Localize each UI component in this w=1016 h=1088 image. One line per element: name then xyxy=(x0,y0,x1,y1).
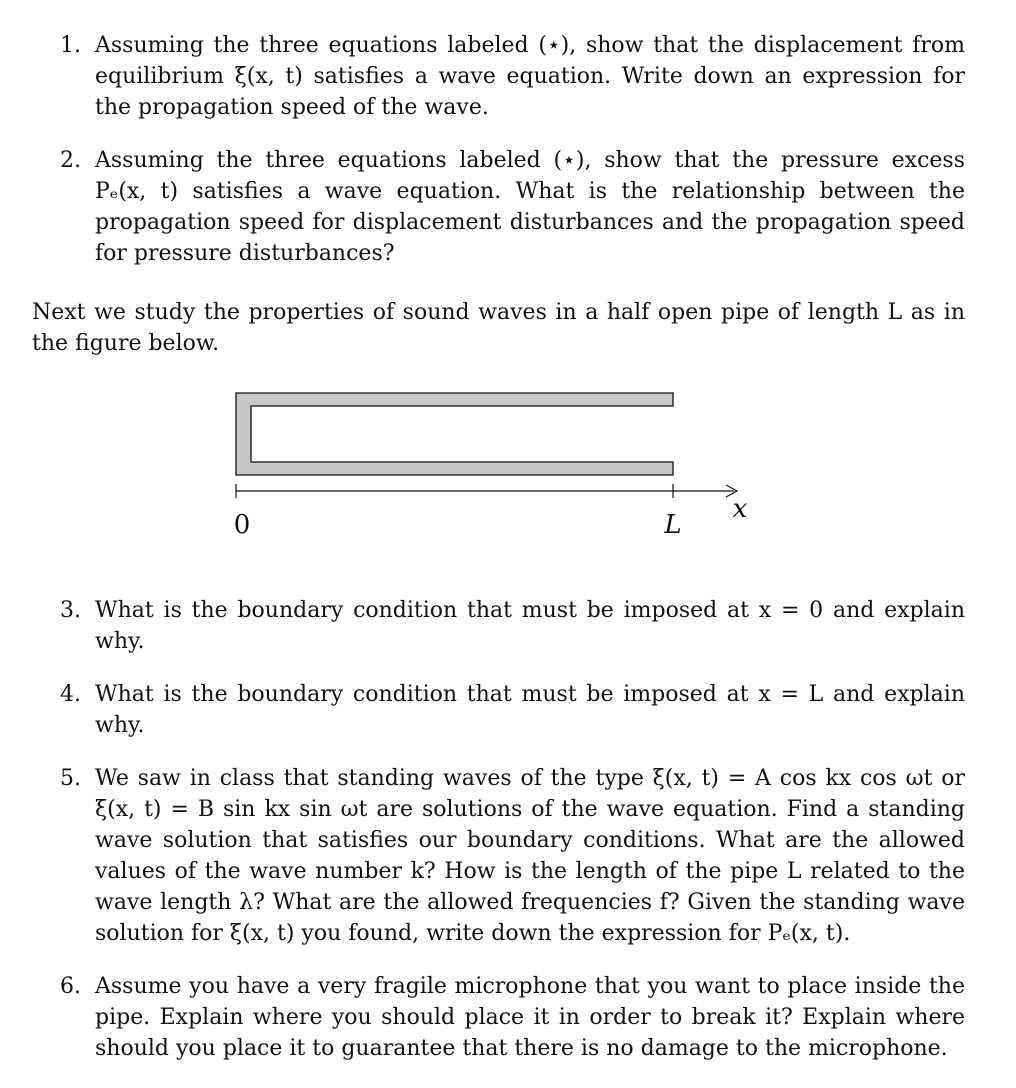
question-text: Assume you have a very fragile microphone that you want to place inside the pipe. Explain where you should place it in order to break it? Explain where should you place it to guarantee that there is no damage to the microphone. xyxy=(95,974,965,1061)
pipe-wall xyxy=(236,393,673,475)
question-text: We saw in class that standing waves of the type ξ(x, t) = A cos kx cos ωt or ξ(x, t) = B sin kx sin ωt are solutions of the wave equation. Find a standing wave solution that satisfies our boundary conditions. What are the allowed values of the wave number k? How is the length of the pipe L related to the wave length λ? What are the allowed frequencies f? Given the standing wave solution for ξ(x, t) you found, write down the expression for Pₑ(x, t). xyxy=(95,766,965,946)
intro-paragraph: Next we study the properties of sound waves in a half open pipe of length L as in the figure below. xyxy=(32,300,965,356)
question-number: 3. xyxy=(60,598,81,623)
question-item-1 xyxy=(60,30,965,125)
question-text: What is the boundary condition that must be imposed at x = L and explain why. xyxy=(95,682,965,738)
question-text: What is the boundary condition that must be imposed at x = 0 and explain why. xyxy=(95,598,965,654)
question-number: 4. xyxy=(60,682,81,707)
label-axis: x xyxy=(732,494,748,524)
question-number: 6. xyxy=(60,974,81,999)
question-number: 1. xyxy=(60,33,81,58)
question-item-3 xyxy=(60,595,965,659)
label-end: L xyxy=(664,510,682,540)
pipe-diagram xyxy=(226,384,766,554)
pipe-figure xyxy=(226,384,766,554)
question-item-6 xyxy=(60,971,965,1071)
question-number: 2. xyxy=(60,148,81,173)
question-number: 5. xyxy=(60,766,81,791)
label-origin: 0 xyxy=(233,510,251,540)
question-item-2 xyxy=(60,145,965,270)
question-item-5 xyxy=(60,763,965,953)
question-text: Assuming the three equations labeled (⋆), show that the pressure excess Pₑ(x, t) satisfies a wave equation. What is the relationship between the propagation speed for displacement disturbances and the propagation speed for pressure disturbances? xyxy=(95,148,965,266)
question-text: Assuming the three equations labeled (⋆), show that the displacement from equilibrium ξ(x, t) satisfies a wave equation. Write down an expression for the propagation speed of the wave. xyxy=(95,33,965,120)
question-item-4 xyxy=(60,679,965,743)
